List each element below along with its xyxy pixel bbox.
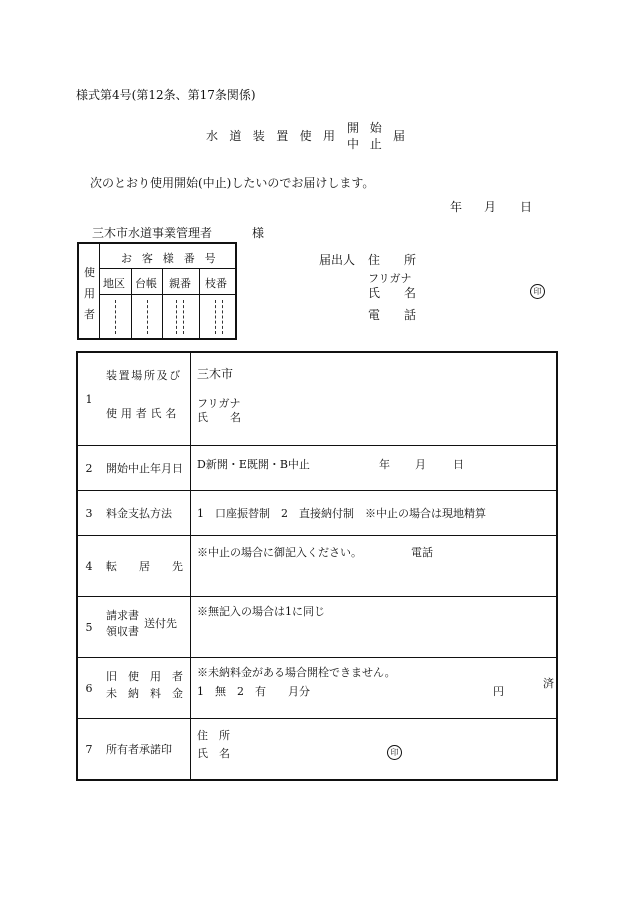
moving-phone-label: 電話 [411, 546, 433, 559]
user-label-3: 者 [84, 308, 95, 321]
date-year: 年 [450, 200, 463, 214]
col-district: 地区 [103, 277, 125, 290]
row-number: 1 [77, 352, 96, 446]
owner-name-label: 氏 名 [197, 747, 230, 760]
label-user-name: 使用者氏名 [106, 407, 181, 420]
form-title: 水道装置使用 [206, 129, 347, 143]
table-row [77, 536, 557, 597]
customer-number-box [77, 242, 237, 340]
row-number: 3 [77, 491, 96, 536]
form-number: 様式第4号(第12条、第17条関係) [76, 88, 256, 102]
form-title-start: 開始 [347, 121, 393, 135]
table-row [77, 719, 557, 781]
row-label: 所有者承諾印 [96, 719, 191, 781]
label-former-user: 旧 使 用 者 [106, 670, 183, 683]
row-label: 料金支払方法 [96, 491, 191, 536]
owner-address-label: 住 所 [197, 729, 230, 742]
date-day: 日 [520, 200, 533, 214]
row-content[interactable] [191, 536, 558, 597]
row-content[interactable]: ※無記入の場合は1に同じ [191, 597, 558, 658]
label-unpaid-fee: 未 納 料 金 [106, 687, 183, 700]
start-year: 年 [379, 458, 390, 471]
unpaid-options: 1 無 2 有 月分 [197, 685, 310, 698]
row-content[interactable]: 1 口座振替制 2 直接納付制 ※中止の場合は現地精算 [191, 491, 558, 536]
start-day: 日 [453, 458, 464, 471]
label-invoice: 請求書 [106, 609, 139, 622]
form-title-stop: 中止 [347, 137, 393, 151]
city-name: 三木市 [197, 367, 234, 381]
user-label-2: 用 [84, 287, 95, 300]
col-parent-number: 親番 [169, 277, 191, 290]
row-label [96, 352, 191, 446]
start-type-options: D新開・E既開・B中止 [197, 458, 310, 471]
owner-seal-icon: 印 [387, 745, 402, 760]
unpaid-note: ※未納料金がある場合開栓できません。 [197, 666, 396, 679]
applicant-label: 届出人 [319, 253, 356, 267]
row-number: 6 [77, 658, 96, 719]
row-content[interactable] [191, 658, 558, 719]
row-number: 4 [77, 536, 96, 597]
user-label-1: 使 [84, 266, 95, 279]
row-content[interactable] [191, 352, 558, 446]
date-month: 月 [484, 200, 497, 214]
addressee-honorific: 様 [252, 226, 265, 240]
col-branch-number: 枝番 [205, 277, 227, 290]
row-number: 5 [77, 597, 96, 658]
settled-mark: 済 [543, 677, 554, 690]
table-row [77, 658, 557, 719]
table-row [77, 491, 557, 536]
application-table [76, 351, 558, 781]
applicant-seal-icon: 印 [530, 284, 545, 299]
start-month: 月 [415, 458, 426, 471]
yen-label: 円 [493, 685, 504, 698]
row-label [96, 597, 191, 658]
row-content[interactable] [191, 719, 558, 781]
applicant-name-label: 氏 名 [368, 286, 417, 300]
moving-note: ※中止の場合に御記入ください。 [197, 546, 362, 559]
label-location: 装置場所及び [106, 369, 182, 382]
row-number: 7 [77, 719, 96, 781]
applicant-phone-label: 電 話 [368, 308, 417, 322]
addressee-name: 三木市水道事業管理者 [92, 226, 213, 240]
intro-text: 次のとおり使用開始(中止)したいのでお届けします。 [90, 176, 375, 190]
applicant-furigana-label: フリガナ [368, 272, 412, 285]
form-title-end: 届 [393, 129, 406, 143]
row-label: 開始中止年月日 [96, 446, 191, 491]
row-label [96, 658, 191, 719]
label-receipt: 領収書 [106, 625, 139, 638]
row-label: 転 居 先 [96, 536, 191, 597]
customer-number-header: お客様番号 [121, 252, 226, 265]
applicant-address-label: 住 所 [368, 253, 417, 267]
col-ledger: 台帳 [135, 277, 157, 290]
furigana-label: フリガナ [197, 397, 241, 410]
row-content[interactable] [191, 446, 558, 491]
table-row [77, 597, 557, 658]
table-row [77, 446, 557, 491]
table-row [77, 352, 557, 446]
label-send-to: 送付先 [144, 617, 177, 630]
row-number: 2 [77, 446, 96, 491]
name-label: 氏 名 [197, 411, 241, 424]
